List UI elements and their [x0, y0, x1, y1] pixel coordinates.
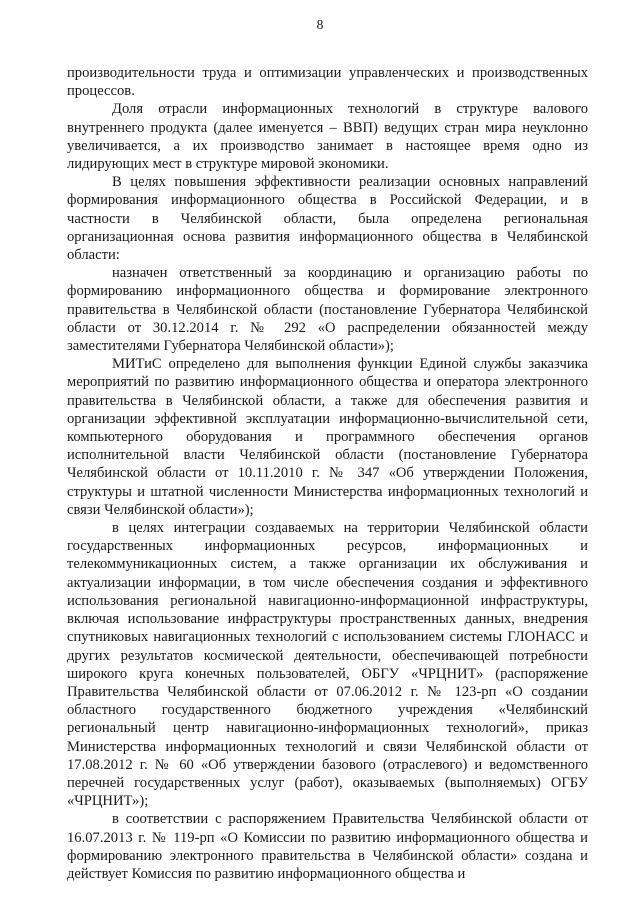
- list-item-chrcnit: в целях интеграции создаваемых на территории Челябинской области государственных информационных ресурсов, информационных и телекоммуникационных систем, а также организации их обслуживания и актуализации информации, в том числе обеспечения создания и эффективного использования региональной навигационно-информационной инфраструктуры, включая использование инфраструктуры пространственных данных, внедрения спутниковых навигационных технологий с использованием системы ГЛОНАСС и других результатов космической деятельности, обеспечивающей потребности широкого круга конечных пользователей, ОБГУ «ЧРЦНИТ» (распоряжение Правительства Челябинской области от 07.06.2012 г. № 123-рп «О создании областного государственного бюджетного учреждения «Челябинский региональный центр навигационно-информационных технологий», приказ Министерства информационных технологий и связи Челябинской области от 17.08.2012 г. № 60 «Об утверждении базового (отраслевого) и ведомственного перечней государственных услуг (работ), оказываемых (выполняемых) ОГБУ «ЧРЦНИТ»);: [67, 520, 588, 810]
- list-item-responsible: назначен ответственный за координацию и организацию работы по формированию информационного общества и формирование электронного правительства в Челябинской области (постановление Губернатора Челябинской области от 30.12.2014 г. № 292 «О распределении обязанностей между заместителями Губернатора Челябинской области»);: [67, 265, 588, 355]
- paragraph-regional-basis: В целях повышения эффективности реализации основных направлений формирования информационного общества в Российской Федерации, и в частности в Челябинской области, была определена региональная организационная основа развития информационного общества в Челябинской области:: [67, 174, 588, 264]
- paragraph-continuation: производительности труда и оптимизации управленческих и производственных процессов.: [67, 65, 588, 100]
- list-item-mitis: МИТиС определено для выполнения функции Единой службы заказчика мероприятий по развитию информационного общества и оператора электронного правительства в Челябинской области, а также для обеспечения развития и организации эффективной эксплуатации информационно-вычислительной сети, компьютерного оборудования и программного обеспечения органов исполнительной власти Челябинской области (постановление Губернатора Челябинской области от 10.11.2010 г. № 347 «Об утверждении Положения, структуры и штатной численности Министерства информационных технологий и связи Челябинской области»);: [67, 356, 588, 518]
- document-body: [67, 64, 588, 883]
- list-item-commission: в соответствии с распоряжением Правительства Челябинской области от 16.07.2013 г. № 119-рп «О Комиссии по развитию информационного общества и формированию электронного правительства в Челябинской области» создана и действует Комиссия по развитию информационного общества и: [67, 811, 588, 882]
- page-number: 8: [316, 17, 324, 32]
- paragraph-it-share: Доля отрасли информационных технологий в структуре валового внутреннего продукта (далее именуется – ВВП) ведущих стран мира неуклонно увеличивается, а их производство занимает в настоящее время одно из лидирующих мест в структуре мировой экономики.: [67, 101, 588, 173]
